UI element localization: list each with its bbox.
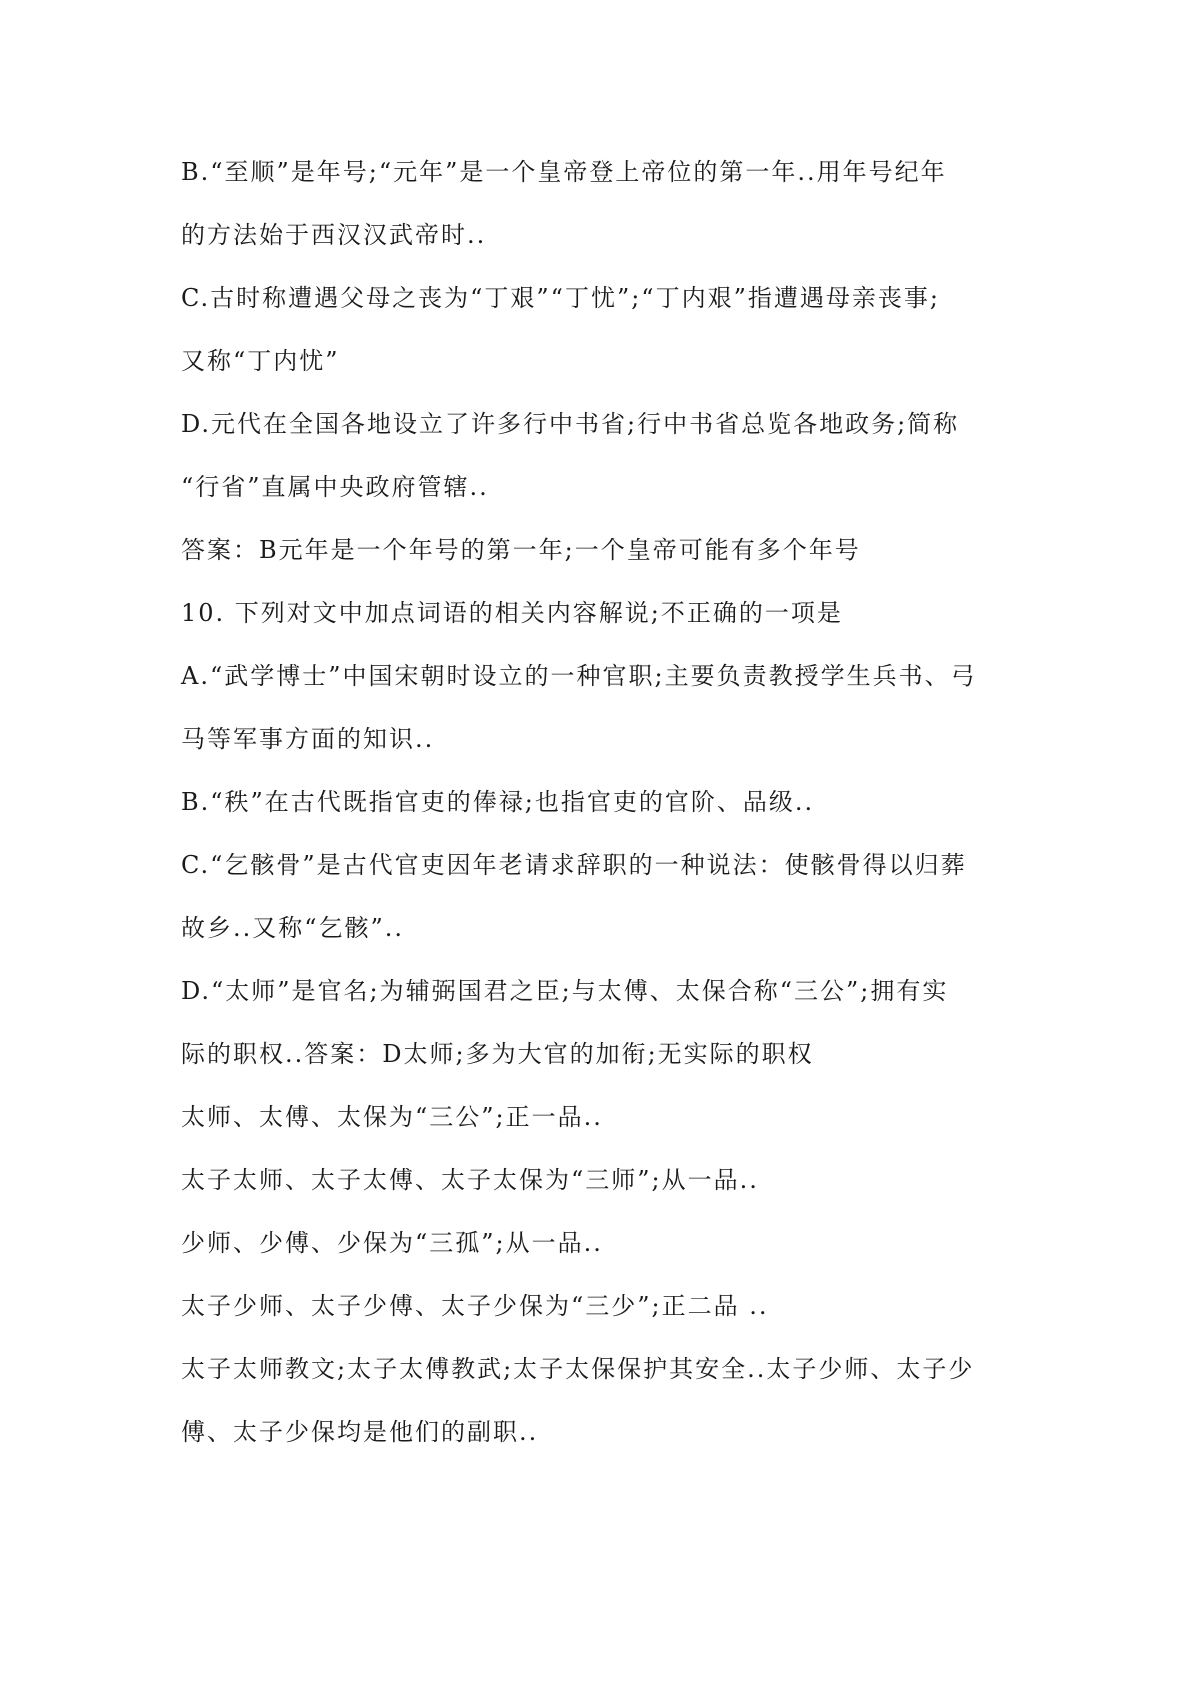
answer-line: 际的职权..答案：D太师;多为大官的加衔;无实际的职权 (181, 1040, 814, 1068)
question-heading: 10. 下列对文中加点词语的相关内容解说;不正确的一项是 (181, 599, 843, 627)
text-line: C.“乞骸骨”是古代官吏因年老请求辞职的一种说法：使骸骨得以归葬 (181, 851, 967, 879)
text-line: 太子少师、太子少傅、太子少保为“三少”;正二品 .. (181, 1292, 769, 1320)
answer-line: 答案：B元年是一个年号的第一年;一个皇帝可能有多个年号 (181, 536, 861, 564)
text-line: 太子太师、太子太傅、太子太保为“三师”;从一品.. (181, 1166, 759, 1194)
text-line: 又称“丁内忧” (181, 347, 340, 375)
text-line: 故乡..又称“乞骸”.. (181, 914, 405, 942)
text-line: B.“秩”在古代既指官吏的俸禄;也指官吏的官阶、品级.. (181, 788, 815, 816)
text-line: D.元代在全国各地设立了许多行中书省;行中书省总览各地政务;简称 (181, 410, 960, 438)
text-line: 太子太师教文;太子太傅教武;太子太保保护其安全..太子少师、太子少 (181, 1355, 975, 1383)
text-line: A.“武学博士”中国宋朝时设立的一种官职;主要负责教授学生兵书、弓 (181, 662, 977, 690)
text-line: 太师、太傅、太保为“三公”;正一品.. (181, 1103, 603, 1131)
text-line: 的方法始于西汉汉武帝时.. (181, 221, 487, 249)
text-line: 马等军事方面的知识.. (181, 725, 435, 753)
text-line: B.“至顺”是年号;“元年”是一个皇帝登上帝位的第一年..用年号纪年 (181, 158, 947, 186)
document-body (181, 148, 1041, 1471)
text-line: D.“太师”是官名;为辅弼国君之臣;与太傅、太保合称“三公”;拥有实 (181, 977, 949, 1005)
text-line: 傅、太子少保均是他们的副职.. (181, 1418, 539, 1446)
text-line: “行省”直属中央政府管辖.. (181, 473, 489, 501)
text-line: 少师、少傅、少保为“三孤”;从一品.. (181, 1229, 603, 1257)
text-line: C.古时称遭遇父母之丧为“丁艰”“丁忧”;“丁内艰”指遭遇母亲丧事; (181, 284, 940, 312)
